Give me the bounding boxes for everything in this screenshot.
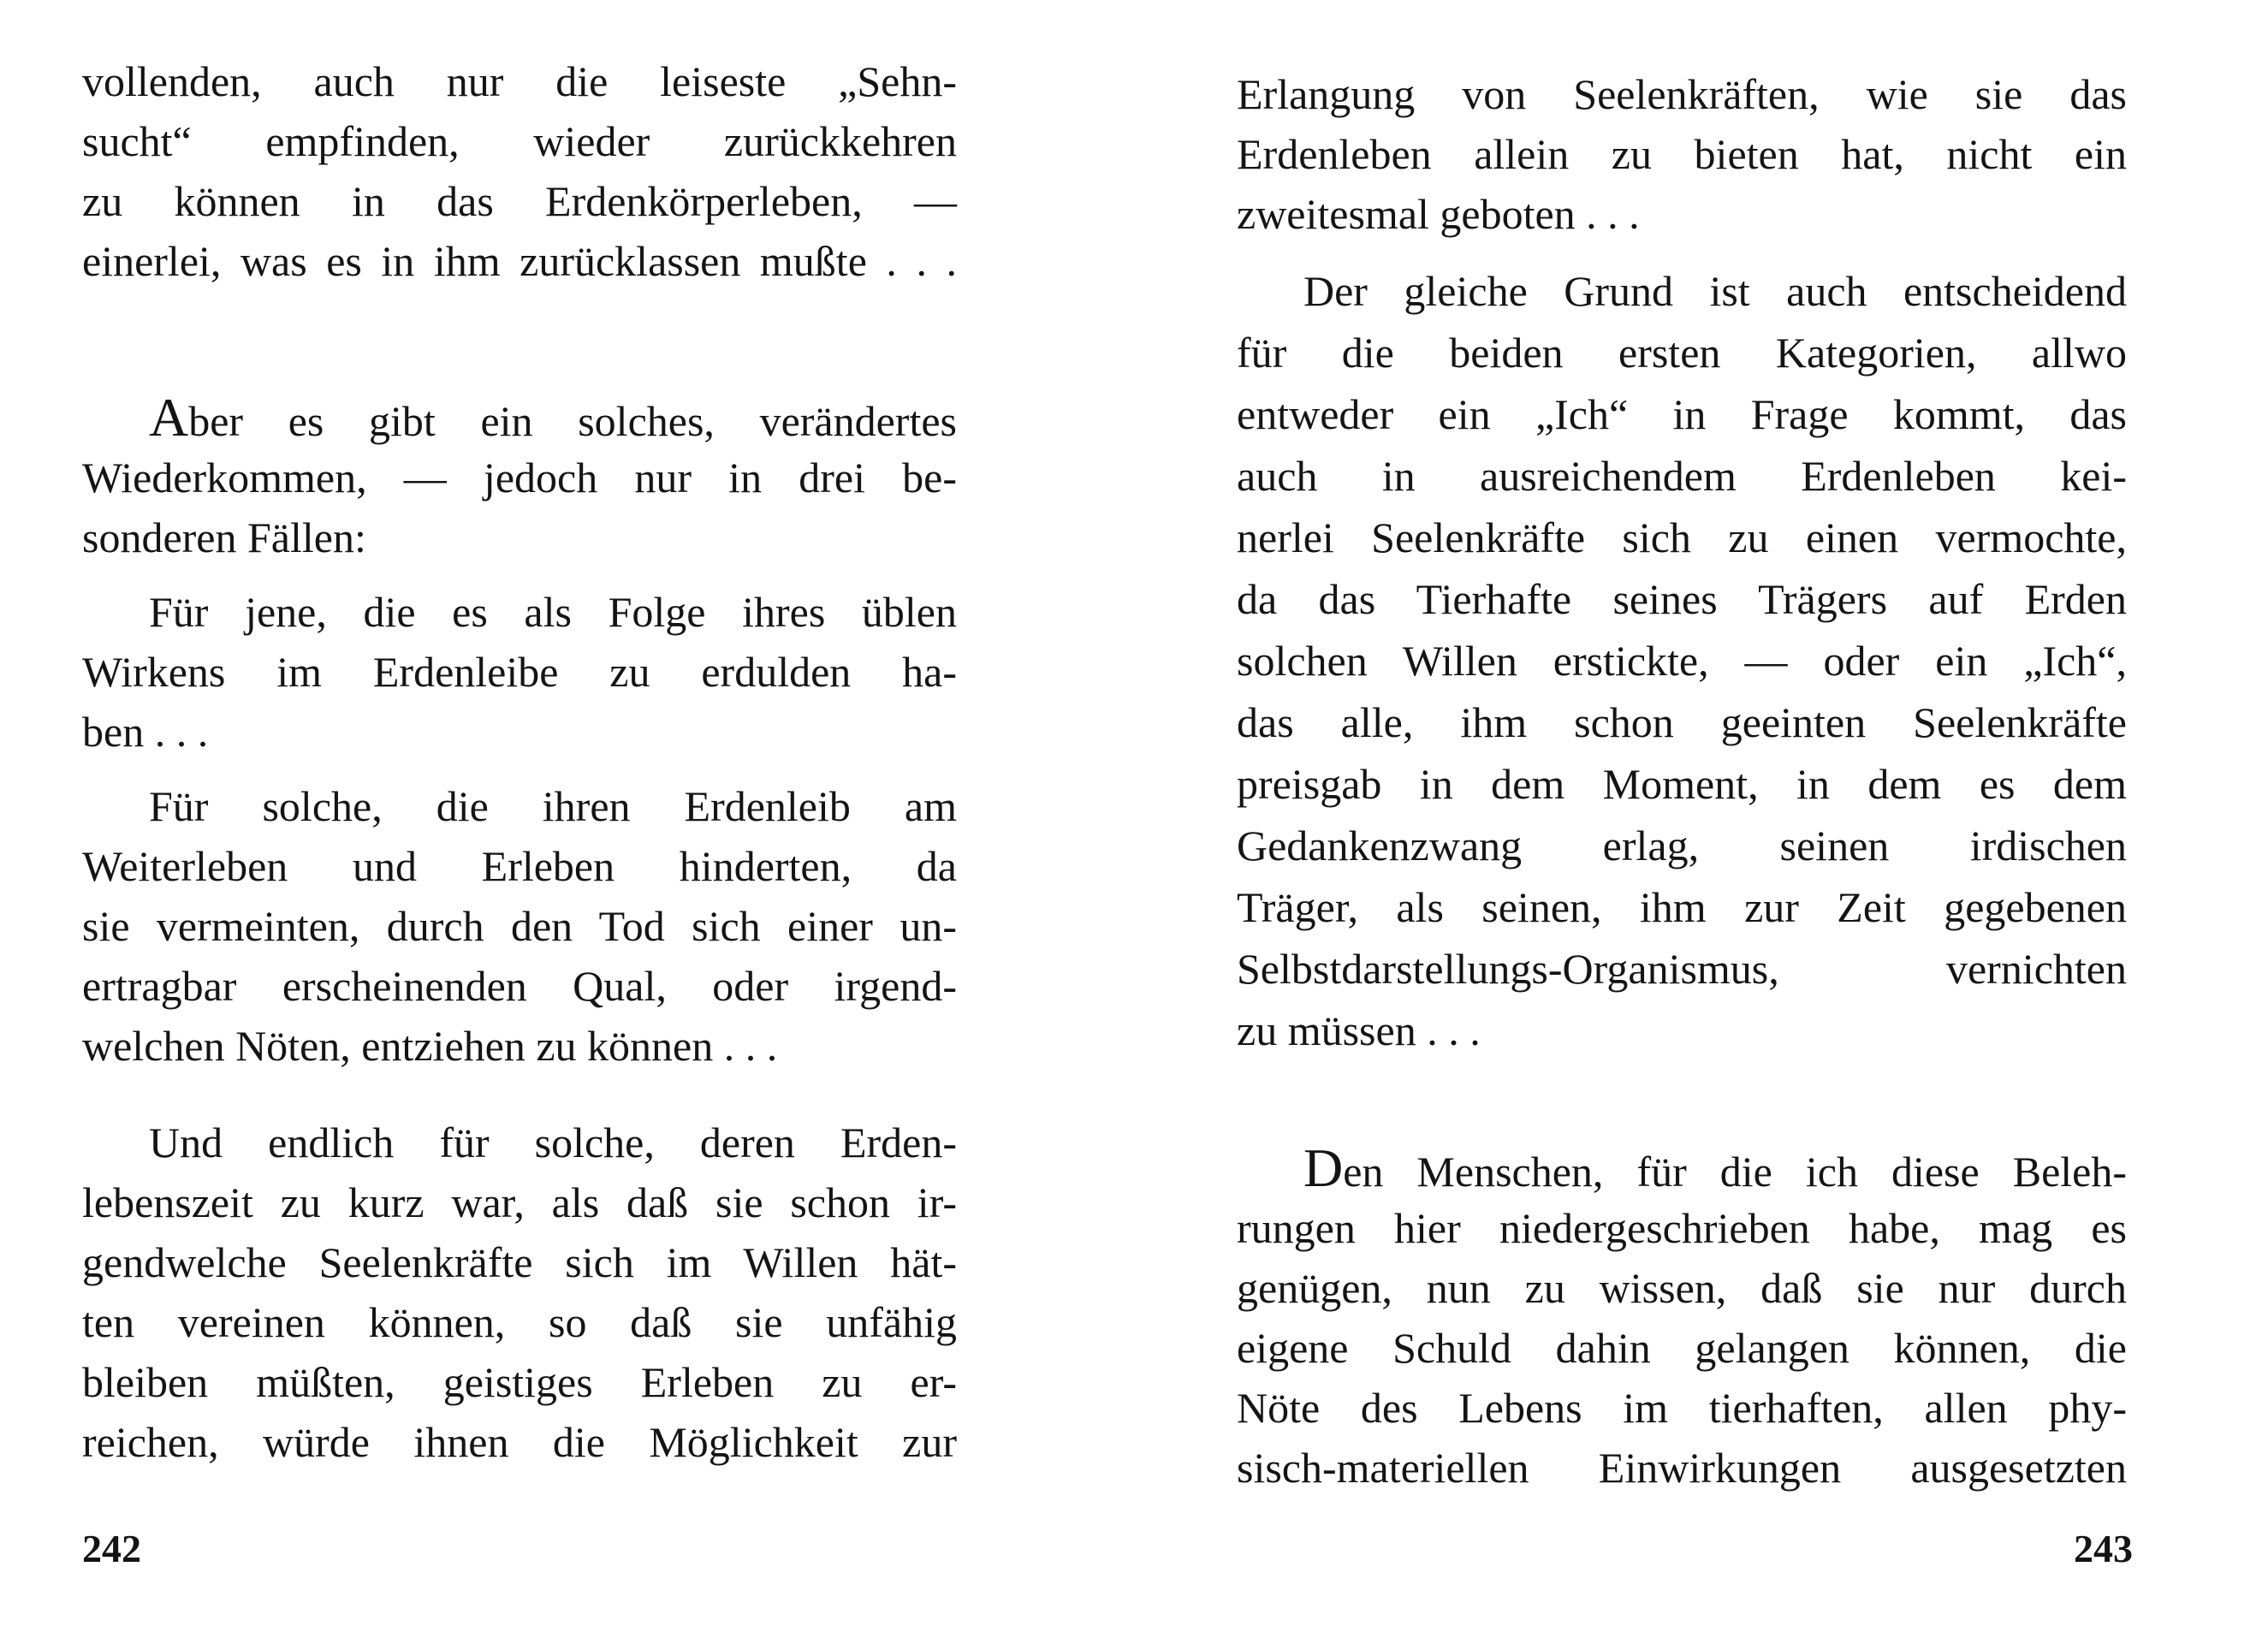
text-line: Aber es gibt ein solches, verändertes bbox=[149, 387, 957, 448]
text-line: welchen Nöten, entziehen zu können . . . bbox=[82, 1022, 778, 1070]
text-line: sucht“ empfinden, wieder zurückkehren bbox=[82, 117, 957, 165]
text-line: Für solche, die ihren Erdenleib am bbox=[149, 782, 957, 830]
text-line: Gedankenzwang erlag, seinen irdischen bbox=[1237, 822, 2127, 869]
text-line: Träger, als seinen, ihm zur Zeit gegebenen bbox=[1237, 883, 2127, 931]
text-line: gendwelche Seelenkräfte sich im Willen hät- bbox=[82, 1238, 957, 1286]
text-line: solchen Willen erstickte, — oder ein „Ich“, bbox=[1237, 637, 2127, 685]
text-line: Nöte des Lebens im tierhaften, allen phy- bbox=[1237, 1384, 2127, 1432]
text-line: entweder ein „Ich“ in Frage kommt, das bbox=[1237, 390, 2127, 438]
text-line: zu müssen . . . bbox=[1237, 1006, 1481, 1054]
text-line: Für jene, die es als Folge ihres üblen bbox=[149, 588, 957, 636]
text-line: Der gleiche Grund ist auch entscheidend bbox=[1303, 267, 2127, 315]
text-line: Den Menschen, für die ich diese Beleh- bbox=[1303, 1137, 2127, 1198]
text-line: Weiterleben und Erleben hinderten, da bbox=[82, 842, 957, 890]
text-line: Selbstdarstellungs-Organismus, vernichten bbox=[1237, 945, 2127, 993]
text-line: auch in ausreichendem Erdenleben kei- bbox=[1237, 452, 2127, 500]
text-line: ten vereinen können, so daß sie unfähig bbox=[82, 1298, 957, 1346]
text-line: Wiederkommen, — jedoch nur in drei be- bbox=[82, 454, 957, 501]
text-line: Erdenleben allein zu bieten hat, nicht ein bbox=[1237, 130, 2127, 178]
text-line: zu können in das Erdenkörperleben, — bbox=[82, 177, 957, 225]
text-line: vollenden, auch nur die leiseste „Sehn- bbox=[82, 57, 957, 105]
initial-letter: A bbox=[149, 387, 189, 448]
text-line: eigene Schuld dahin gelangen können, die bbox=[1237, 1324, 2127, 1372]
text-line: reichen, würde ihnen die Möglichkeit zur bbox=[82, 1418, 957, 1466]
text-line: ben . . . bbox=[82, 708, 209, 756]
initial-letter: D bbox=[1303, 1137, 1344, 1198]
text-line: einerlei, was es in ihm zurücklassen mußte . . . bbox=[82, 237, 957, 285]
text-line: sonderen Fällen: bbox=[82, 513, 366, 561]
text-line: für die beiden ersten Kategorien, allwo bbox=[1237, 329, 2127, 377]
text-line: das alle, ihm schon geeinten Seelenkräfte bbox=[1237, 698, 2127, 746]
text-line: genügen, nun zu wissen, daß sie nur durch bbox=[1237, 1264, 2127, 1312]
text-line: sie vermeinten, durch den Tod sich einer un- bbox=[82, 902, 957, 950]
page-number: 243 bbox=[2074, 1527, 2133, 1570]
page-number: 242 bbox=[82, 1527, 141, 1570]
text-line: ertragbar erscheinenden Qual, oder irgend- bbox=[82, 962, 957, 1010]
text-line: zweitesmal geboten . . . bbox=[1237, 190, 1640, 238]
right-page bbox=[1134, 0, 2268, 1626]
text-line: nerlei Seelenkräfte sich zu einen vermochte, bbox=[1237, 513, 2127, 561]
text-line: sisch-materiellen Einwirkungen ausgesetzten bbox=[1237, 1444, 2127, 1492]
text-line: lebenszeit zu kurz war, als daß sie schon ir- bbox=[82, 1178, 957, 1226]
text-line: rungen hier niedergeschrieben habe, mag es bbox=[1237, 1204, 2127, 1252]
text-line: da das Tierhafte seines Trägers auf Erden bbox=[1237, 575, 2127, 623]
text-line: preisgab in dem Moment, in dem es dem bbox=[1237, 760, 2127, 808]
text-line: Wirkens im Erdenleibe zu erdulden ha- bbox=[82, 648, 957, 696]
text-line: Erlangung von Seelenkräften, wie sie das bbox=[1237, 70, 2127, 118]
text-line: bleiben müßten, geistiges Erleben zu er- bbox=[82, 1358, 957, 1406]
text-line: Und endlich für solche, deren Erden- bbox=[149, 1119, 957, 1166]
